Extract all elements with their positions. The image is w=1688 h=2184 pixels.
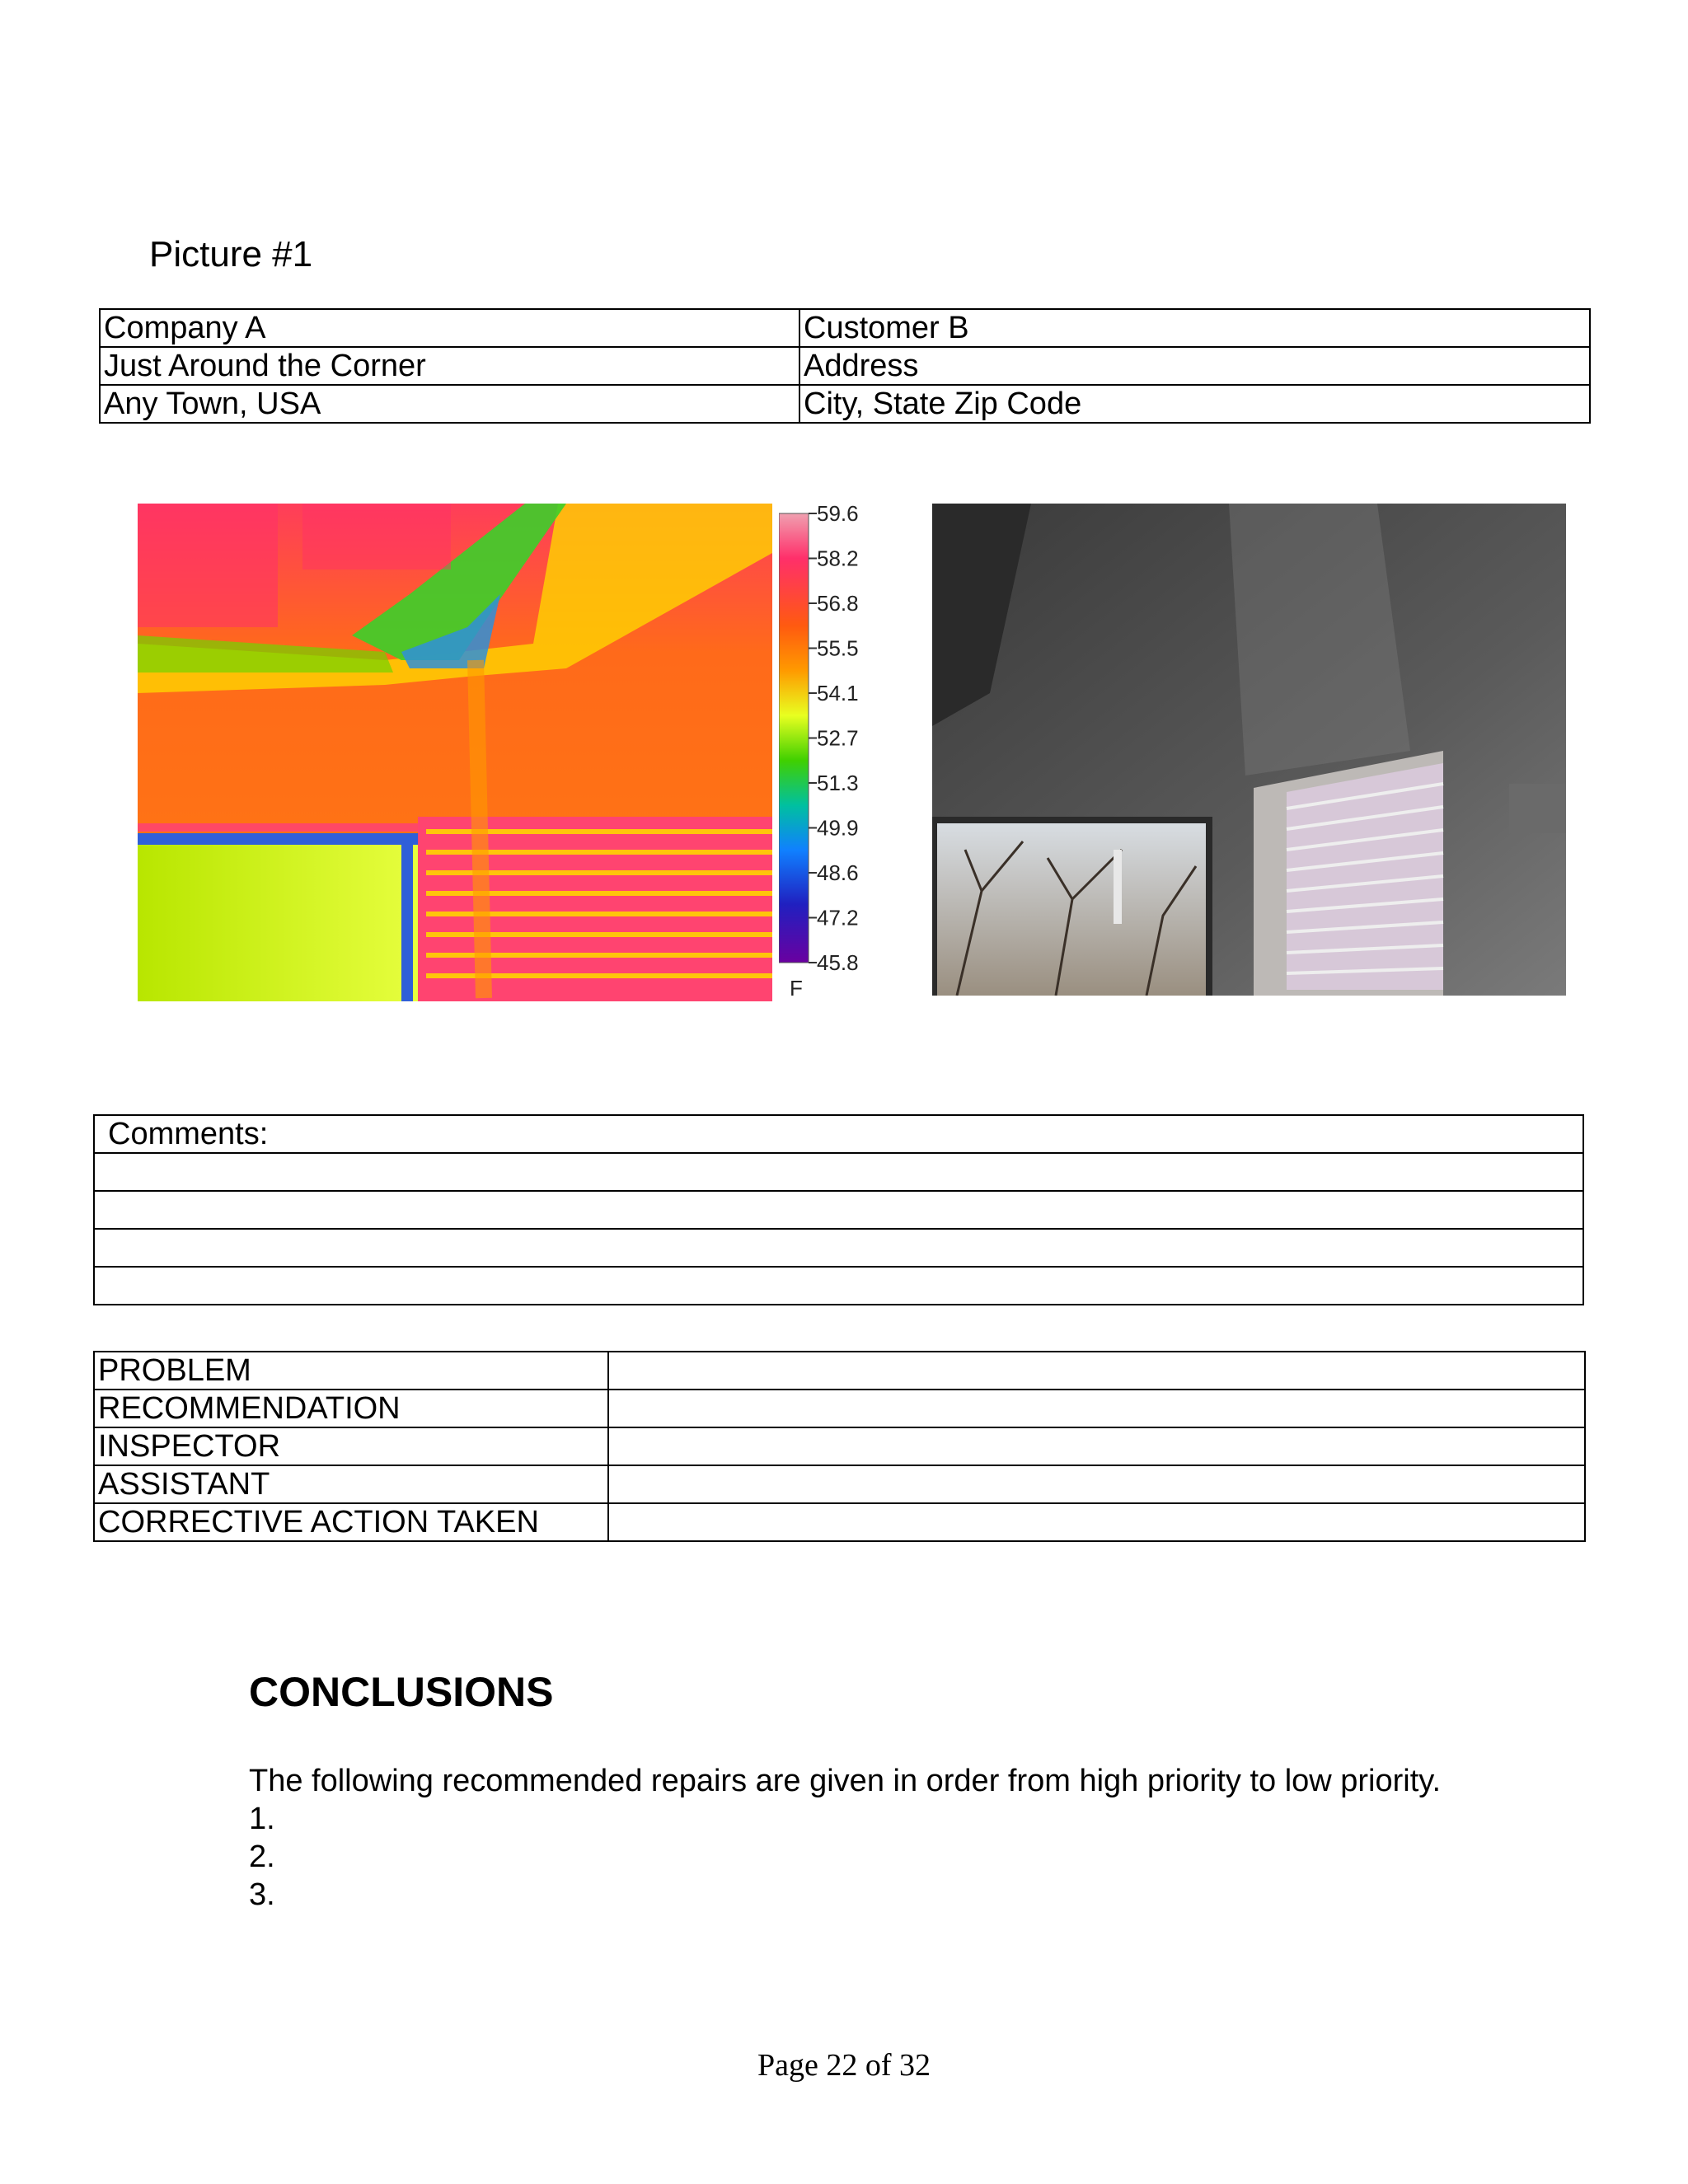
list-item: 1.	[249, 1802, 275, 1836]
scale-color-bar	[779, 513, 809, 963]
company-address: Just Around the Corner	[100, 347, 799, 385]
visual-photo	[932, 504, 1566, 996]
conclusions-heading: CONCLUSIONS	[249, 1669, 554, 1715]
comment-line	[94, 1267, 1583, 1305]
scale-tick-label: 54.1	[817, 681, 859, 705]
scale-tick-label: 59.6	[817, 504, 859, 526]
scale-tick-label: 58.2	[817, 546, 859, 571]
customer-address: Address	[799, 347, 1590, 385]
page-number: Page 22 of 32	[757, 2048, 931, 2083]
customer-city: City, State Zip Code	[799, 385, 1590, 423]
inspection-fields-table	[93, 1351, 1586, 1542]
table-row	[100, 309, 1590, 347]
comment-line	[94, 1153, 1583, 1191]
company-customer-table	[99, 308, 1591, 424]
inspector-value[interactable]	[608, 1427, 1585, 1465]
list-item: 2.	[249, 1840, 275, 1874]
table-row	[94, 1465, 1585, 1503]
company-name: Company A	[100, 309, 799, 347]
visual-photo-graphic	[932, 504, 1566, 996]
problem-label: PROBLEM	[94, 1352, 608, 1390]
thermal-image	[138, 504, 772, 1001]
table-row	[94, 1390, 1585, 1427]
comments-label: Comments:	[94, 1115, 1583, 1153]
customer-name: Customer B	[799, 309, 1590, 347]
scale-tick-label: 47.2	[817, 905, 859, 930]
table-row	[94, 1352, 1585, 1390]
comment-input-cell[interactable]	[94, 1153, 1583, 1191]
temperature-scale	[779, 504, 886, 1002]
thermal-image-graphic	[138, 504, 772, 1001]
scale-unit: F	[790, 976, 803, 1001]
corrective-action-value[interactable]	[608, 1503, 1585, 1541]
table-row	[100, 347, 1590, 385]
list-item: 3.	[249, 1877, 275, 1912]
inspector-label: INSPECTOR	[94, 1427, 608, 1465]
scale-tick-label: 52.7	[817, 725, 859, 751]
problem-value[interactable]	[608, 1352, 1585, 1390]
scale-tick-label: 48.6	[817, 860, 859, 885]
recommendation-label: RECOMMENDATION	[94, 1390, 608, 1427]
assistant-value[interactable]	[608, 1465, 1585, 1503]
comment-input-cell[interactable]	[94, 1267, 1583, 1305]
recommendation-value[interactable]	[608, 1390, 1585, 1427]
table-row	[94, 1115, 1583, 1153]
comment-input-cell[interactable]	[94, 1191, 1583, 1229]
scale-tick-label: 51.3	[817, 771, 859, 795]
comment-line	[94, 1229, 1583, 1267]
scale-tick-label: 45.8	[817, 950, 859, 975]
scale-tick-label: 56.8	[817, 591, 859, 616]
picture-title: Picture #1	[149, 234, 313, 274]
comment-line	[94, 1191, 1583, 1229]
scale-tick-label: 55.5	[817, 635, 859, 661]
corrective-action-label: CORRECTIVE ACTION TAKEN	[94, 1503, 608, 1541]
conclusions-body	[249, 1762, 1485, 1914]
conclusions-intro: The following recommended repairs are given in order from high priority to low priority.	[249, 1764, 1442, 1798]
company-city: Any Town, USA	[100, 385, 799, 423]
temperature-scale-graphic	[779, 504, 886, 1002]
table-row	[100, 385, 1590, 423]
table-row	[94, 1427, 1585, 1465]
scale-tick-label: 49.9	[817, 815, 859, 841]
comment-input-cell[interactable]	[94, 1229, 1583, 1267]
assistant-label: ASSISTANT	[94, 1465, 608, 1503]
scale-ticks	[809, 504, 859, 975]
comments-table	[93, 1114, 1584, 1305]
table-row	[94, 1503, 1585, 1541]
